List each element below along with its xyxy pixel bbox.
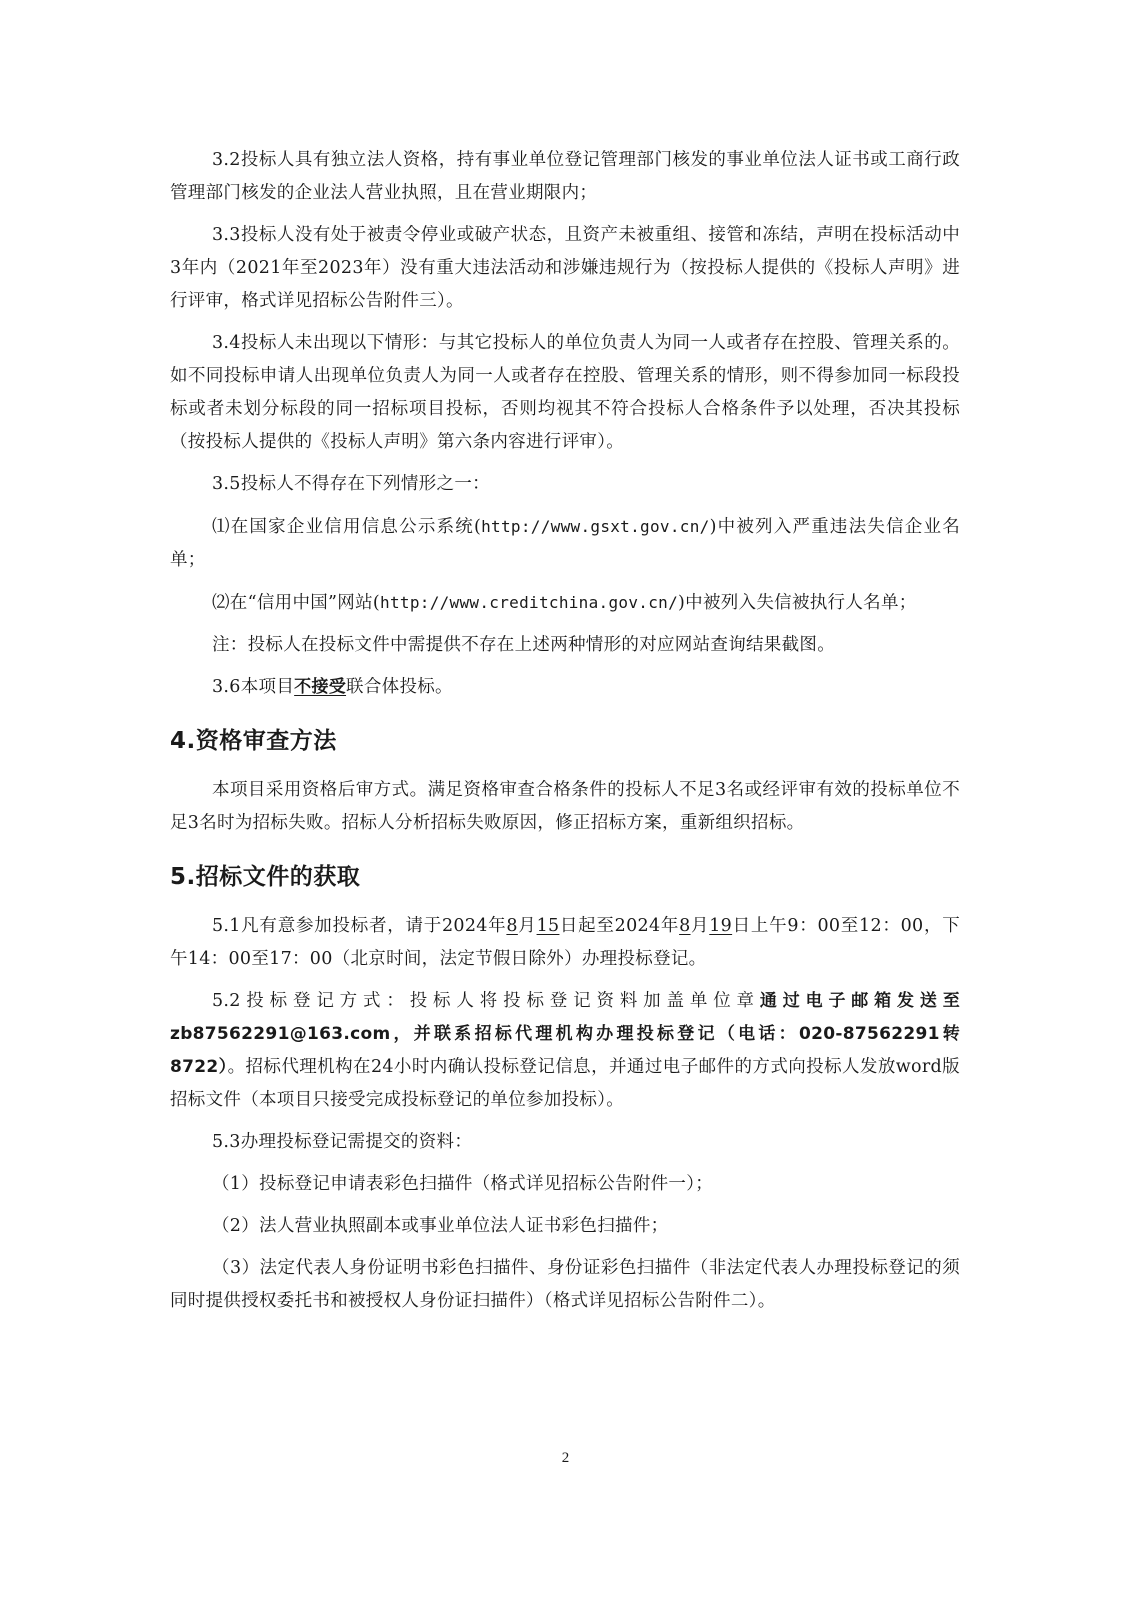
item-2-text-b: )中被列入失信被执行人名单；: [678, 593, 917, 613]
item-1-text-a: ⑴在国家企业信用信息公示系统(: [212, 517, 482, 537]
paragraph-4-1: 本项目采用资格后审方式。满足资格审查合格条件的投标人不足3名或经评审有效的投标单位不足3名时为招标失败。招标人分析招标失败原因，修正招标方案，重新组织招标。: [170, 780, 960, 833]
p3-6-text-a: 3.6本项目: [212, 677, 295, 697]
p5-1-c: 日起至2024年: [559, 916, 680, 936]
heading-section-5: 5.招标文件的获取: [170, 864, 361, 890]
p5-2-a: 5.2投标登记方式：投标人将投标登记资料加盖单位章: [212, 991, 760, 1011]
paragraph-3-5-item-1: [170, 510, 960, 577]
paragraph-5-3: 5.3办理投标登记需提交的资料：: [212, 1132, 473, 1152]
item-1-text-b: )中被列入严重违法失信企业名单；: [170, 517, 960, 570]
note-paragraph: 注：投标人在投标文件中需提供不存在上述两种情形的对应网站查询结果截图。: [212, 635, 835, 655]
paragraph-3-6: [170, 671, 960, 704]
paragraph-3-5: 3.5投标人不得存在下列情形之一：: [212, 474, 490, 494]
page-content: [170, 144, 960, 1327]
not-accept-underlined: 不接受: [294, 677, 347, 697]
list-item-3: （3）法定代表人身份证明书彩色扫描件、身份证彩色扫描件（非法定代表人办理投标登记的须同时提供授权委托书和被授权人身份证扫描件）（格式详见招标公告附件二）。: [170, 1258, 960, 1311]
p5-2-b: 。招标代理机构在24小时内确认投标登记信息，并通过电子邮件的方式向投标人发放word版招标文件（本项目只接受完成投标登记的单位参加投标）。: [170, 1057, 960, 1110]
p5-2-bold-email-phone: 通过电子邮箱发送至zb87562291@163.com，并联系招标代理机构办理投标登记（电话：020-87562291转8722）: [170, 991, 960, 1077]
list-item-2: （2）法人营业执照副本或事业单位法人证书彩色扫描件；: [212, 1216, 669, 1236]
end-month: 8: [679, 916, 691, 936]
paragraph-3-2: 3.2投标人具有独立法人资格，持有事业单位登记管理部门核发的事业单位法人证书或工商行政管理部门核发的企业法人营业执照，且在营业期限内；: [170, 150, 960, 203]
creditchina-url: http://www.creditchina.gov.cn/: [380, 593, 679, 612]
page-number: 2: [561, 1450, 570, 1466]
p3-6-text-b: 联合体投标。: [346, 677, 453, 697]
paragraph-5-1: [170, 910, 960, 976]
list-item-1: （1）投标登记申请表彩色扫描件（格式详见招标公告附件一）；: [212, 1174, 714, 1194]
paragraph-3-3: 3.3投标人没有处于被责令停业或破产状态，且资产未被重组、接管和冻结，声明在投标活动中3年内（2021年至2023年）没有重大违法活动和涉嫌违规行为（按投标人提供的《投标人声明》进行评审，格式详见招标公告附件三）。: [170, 225, 960, 311]
start-day: 15: [536, 916, 560, 936]
paragraph-5-2: [170, 985, 960, 1117]
paragraph-3-4: 3.4投标人未出现以下情形：与其它投标人的单位负责人为同一人或者存在控股、管理关系的。如不同投标申请人出现单位负责人为同一人或者存在控股、管理关系的情形，则不得参加同一标段投标或者未划分标段的同一招标项目投标，否则均视其不符合投标人合格条件予以处理，否决其投标（按投标人提供的《投标人声明》第六条内容进行评审）。: [170, 333, 960, 452]
p5-1-d: 月: [690, 916, 710, 936]
item-2-text-a: ⑵在“信用中国”网站(: [212, 593, 381, 613]
p5-1-a: 5.1凡有意参加投标者，请于2024年: [212, 916, 507, 936]
p5-1-b: 月: [517, 916, 537, 936]
paragraph-3-5-item-2: [170, 586, 960, 620]
gsxt-url: http://www.gsxt.gov.cn/: [481, 517, 710, 536]
end-day: 19: [709, 916, 733, 936]
start-month: 8: [506, 916, 518, 936]
p5-1-e: 日上午9：00至12：00，下午14：00至17：00（北京时间，法定节假日除外）办理投标登记。: [170, 916, 960, 969]
heading-section-4: 4.资格审查方法: [170, 728, 337, 754]
